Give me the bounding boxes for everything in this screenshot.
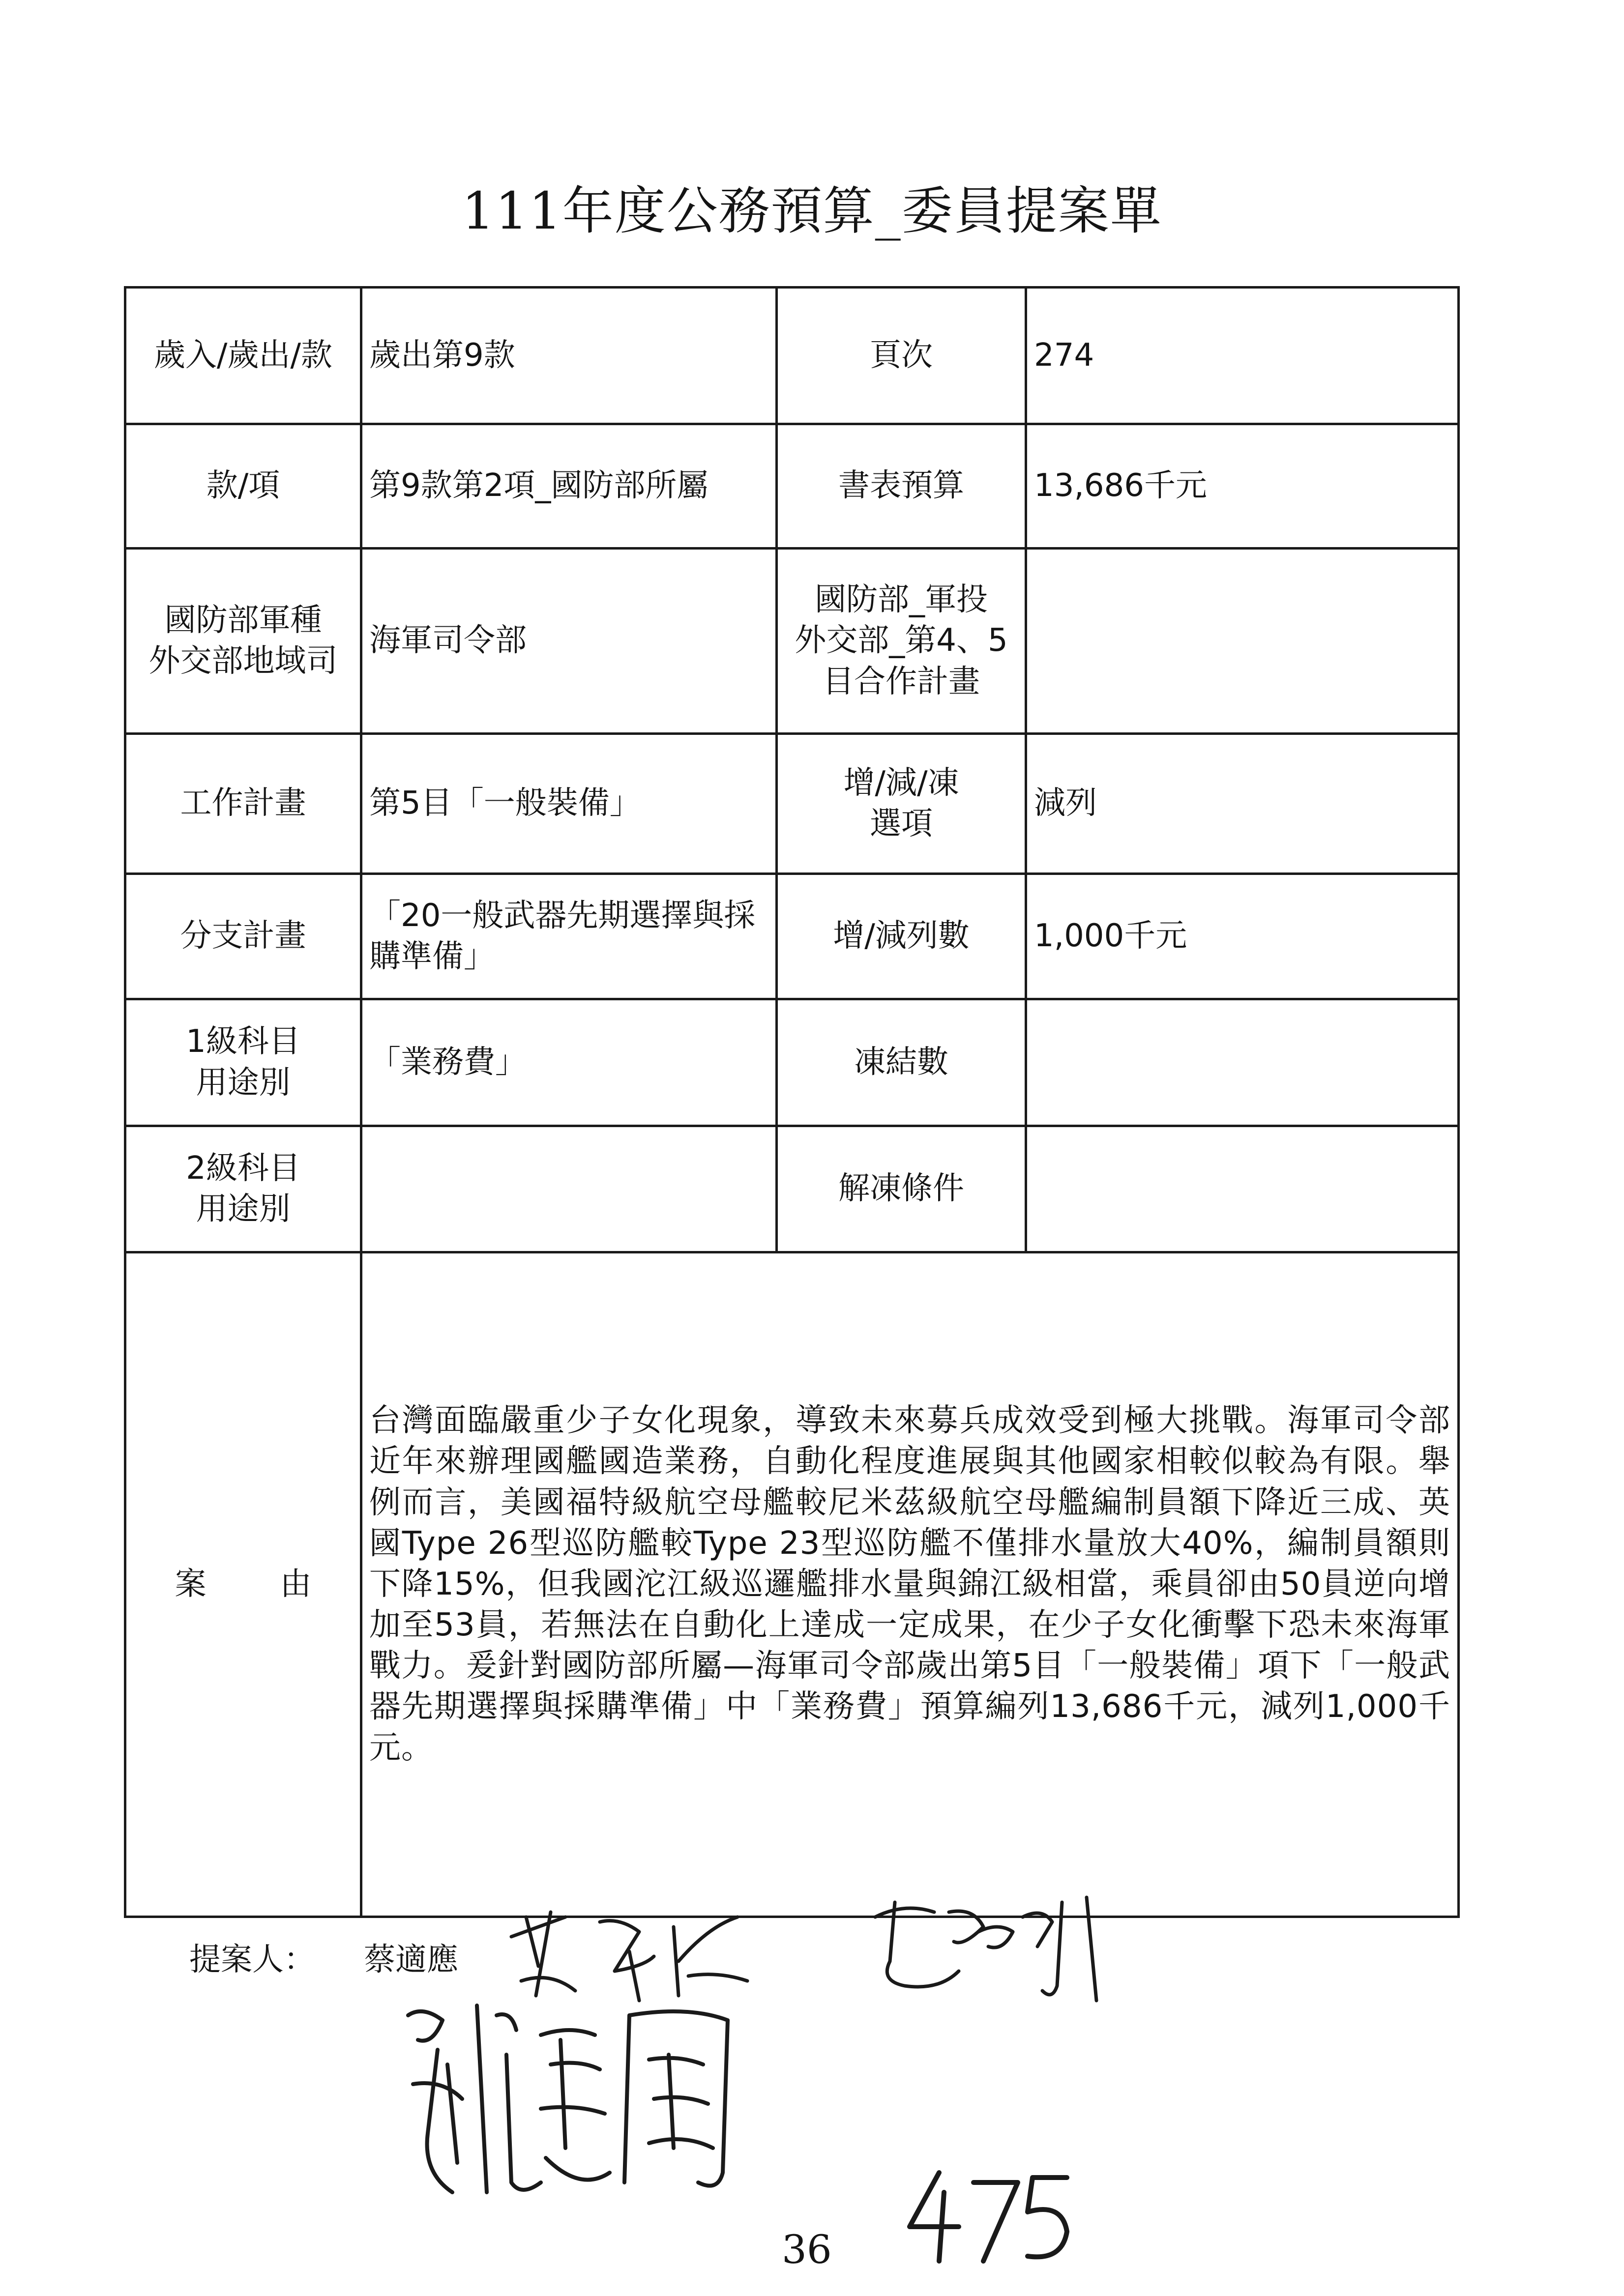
handwritten-number: [895, 2163, 1082, 2266]
row-label-2: [777, 734, 1026, 874]
row-label: 工作計畫: [125, 734, 361, 874]
reason-label-char: 由: [280, 1566, 312, 1602]
row-value-2: [1026, 1126, 1459, 1252]
label-line: 2級科目: [186, 1150, 300, 1187]
row-label-2: [777, 549, 1026, 734]
row-value: 歲出第9款: [361, 288, 777, 424]
row-value: [361, 874, 777, 999]
label-line: 國防部_軍投: [815, 581, 988, 618]
row-value-2: 13,686千元: [1026, 424, 1459, 549]
label-line: 國防部軍種: [164, 602, 322, 639]
proposer-name: 蔡適應: [364, 1942, 458, 1978]
row-label-2: 頁次: [777, 288, 1026, 424]
label-line: 1級科目: [186, 1023, 300, 1060]
row-label-2: 凍結數: [777, 999, 1026, 1126]
row-label-2: 解凍條件: [777, 1126, 1026, 1252]
row-value-2: [1026, 549, 1459, 734]
row-label: [125, 1126, 361, 1252]
form-row: [125, 549, 1459, 734]
proposer-label: 提案人：: [189, 1942, 315, 1978]
row-value: 「業務費」: [361, 999, 777, 1126]
form-row: [125, 424, 1459, 549]
proposal-form-table: [124, 286, 1460, 1918]
label-line: 目合作計畫: [823, 663, 980, 700]
row-value-2: 減列: [1026, 734, 1459, 874]
page-title: 111年度公務預算_委員提案單: [462, 181, 1162, 241]
row-value: [361, 1126, 777, 1252]
form-row: [125, 288, 1459, 424]
row-value-2: 1,000千元: [1026, 874, 1459, 999]
row-label: 分支計畫: [125, 874, 361, 999]
row-value: 第5目「一般裝備」: [361, 734, 777, 874]
value-line: 購準備」: [369, 938, 495, 975]
row-label: [125, 999, 361, 1126]
form-row: [125, 1126, 1459, 1252]
row-value-2: 274: [1026, 288, 1459, 424]
label-line: 增/減/凍: [843, 764, 959, 801]
row-value: 第9款第2項_國防部所屬: [361, 424, 777, 549]
row-value: 海軍司令部: [361, 549, 777, 734]
row-label-2: 書表預算: [777, 424, 1026, 549]
label-line: 外交部地域司: [148, 643, 338, 679]
form-row: [125, 999, 1459, 1126]
reason-label: [125, 1252, 361, 1917]
row-label: 歲入/歲出/款: [125, 288, 361, 424]
label-line: 用途別: [196, 1064, 291, 1101]
label-line: 外交部_第4、5: [795, 622, 1008, 659]
reason-text: 台灣面臨嚴重少子女化現象，導致未來募兵成效受到極大挑戰。海軍司令部近年來辦理國艦國造業務，自動化程度進展與其他國家相較似較為有限。舉例而言，美國福特級航空母艦較尼米茲級航空母艦編制員額下降近三成、英國Type 26型巡防艦較Type 23型巡防艦不僅排水量放大40%，編制員額則下降15%，但我國沱江級巡邏艦排水量與錦江級相當，乘員卻由50員逆向增加至53員，若無法在自動化上達成一定成果，在少子女化衝擊下恐未來海軍戰力。爰針對國防部所屬—海軍司令部歲出第5目「一般裝備」項下「一般武器先期選擇與採購準備」中「業務費」預算編列13,686千元，減列1,000千元。: [361, 1252, 1459, 1917]
row-label: [125, 549, 361, 734]
form-row: [125, 734, 1459, 874]
row-label: 款/項: [125, 424, 361, 549]
label-line: 用途別: [196, 1191, 291, 1227]
reason-row: [125, 1252, 1459, 1917]
row-label-2: 增/減列數: [777, 874, 1026, 999]
label-line: 選項: [870, 806, 933, 842]
signature-2: [865, 1888, 1141, 2010]
form-row: [125, 874, 1459, 999]
reason-label-char: 案: [175, 1566, 207, 1602]
page-number: 36: [782, 2227, 832, 2272]
value-line: 「20一般武器先期選擇與採: [369, 897, 756, 934]
row-value-2: [1026, 999, 1459, 1126]
signature-3: [393, 1986, 767, 2217]
